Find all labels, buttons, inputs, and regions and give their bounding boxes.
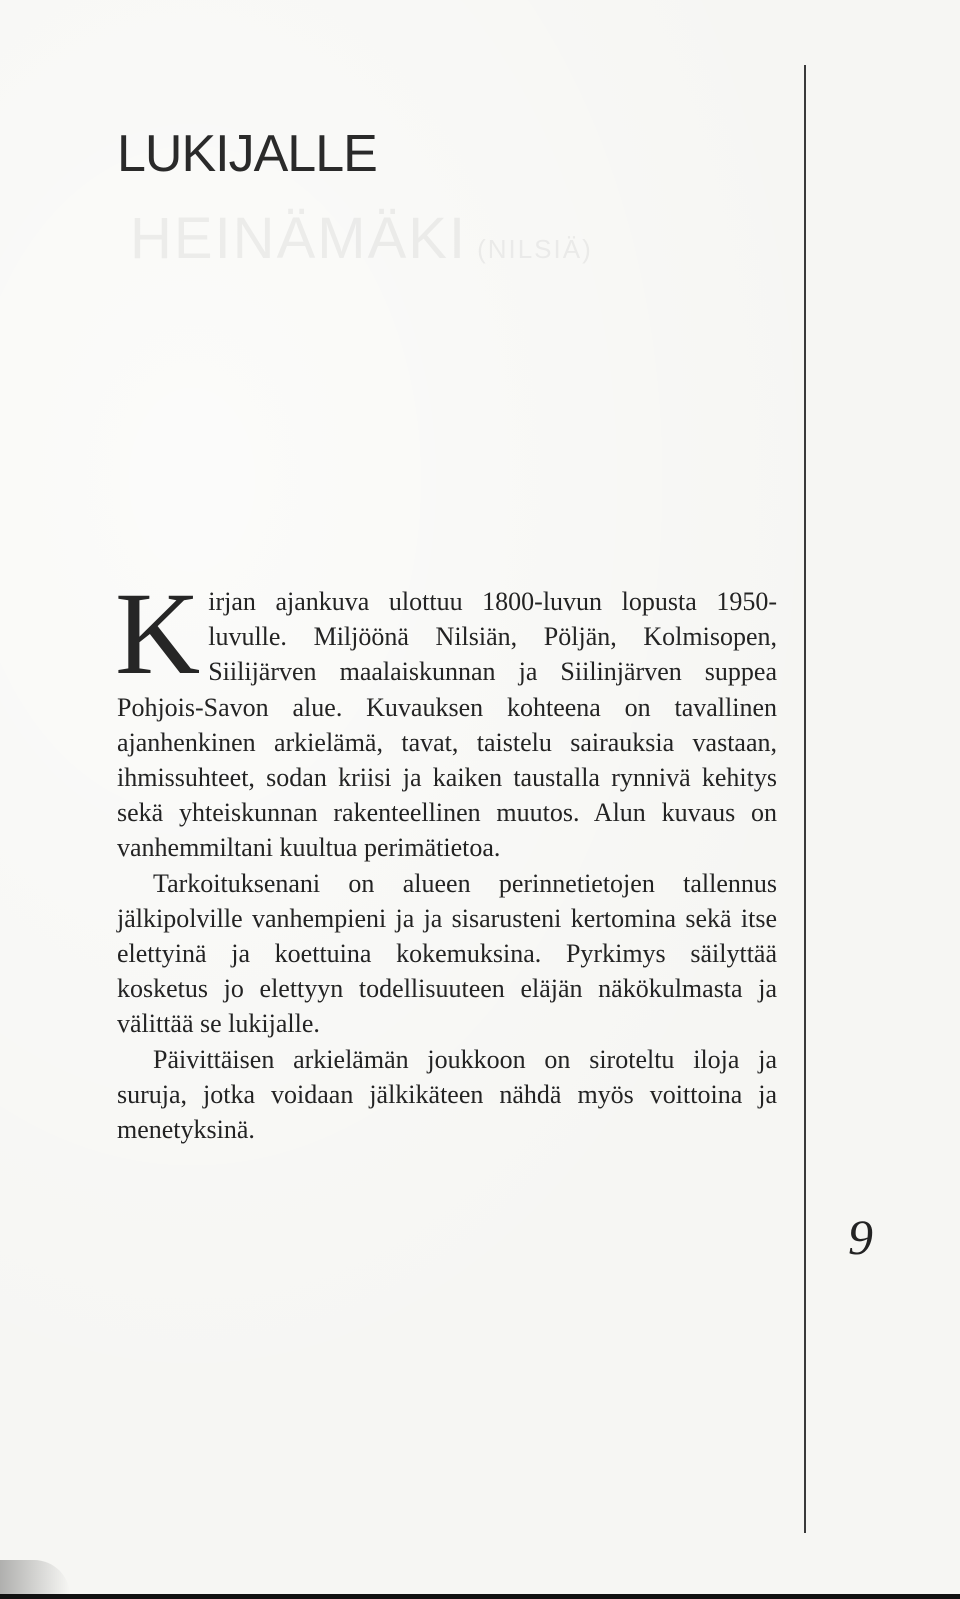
scan-corner-shadow [0, 1560, 70, 1596]
chapter-title: LUKIJALLE [117, 125, 377, 183]
vertical-margin-rule [804, 65, 806, 1533]
paragraph-3: Päivittäisen arkielämän joukkoon on siroteltu iloja ja suruja, jotka voidaan jälkikäteen nähdä myös voittoina ja menetyksinä. [117, 1044, 777, 1145]
show-through-main: HEINÄMÄKI [130, 206, 468, 271]
paragraph-2: Tarkoituksenani on alueen perinnetietojen tallennus jälkipolville vanhempieni ja ja sisarusteni kertomina sekä itse elettyinä ja koettuina kokemuksina. Pyrkimys säilyttää kosketus jo elettyyn todellisuuteen eläjän näkökulmasta ja välittää se lukijalle. [117, 868, 777, 1039]
paragraph-1 [115, 568, 777, 866]
body-text [115, 568, 777, 1147]
scan-bottom-edge [0, 1594, 960, 1599]
drop-cap: K [115, 568, 201, 699]
show-through-sub: (NILSIÄ) [477, 234, 593, 264]
paragraph-1-text: irjan ajankuva ulottuu 1800-luvun lopusta 1950-luvulle. Miljöönä Nilsiän, Pöljän, Kolmisopen, Siilijärven maalaiskunnan ja Siilinjärven suppea Pohjois-Savon alue. Kuvauksen kohteena on tavallinen ajanhenkinen arkielämä, tavat, taistelu sairauksia vastaan, ihmissuhteet, sodan kriisi ja kaiken taustalla rynnivä kehitys sekä yhteiskunnan rakenteellinen muutos. Alun kuvaus on vanhemmiltani kuultua perimätietoa. [117, 587, 777, 863]
page-number: 9 [848, 1209, 873, 1265]
show-through-text [130, 205, 593, 272]
